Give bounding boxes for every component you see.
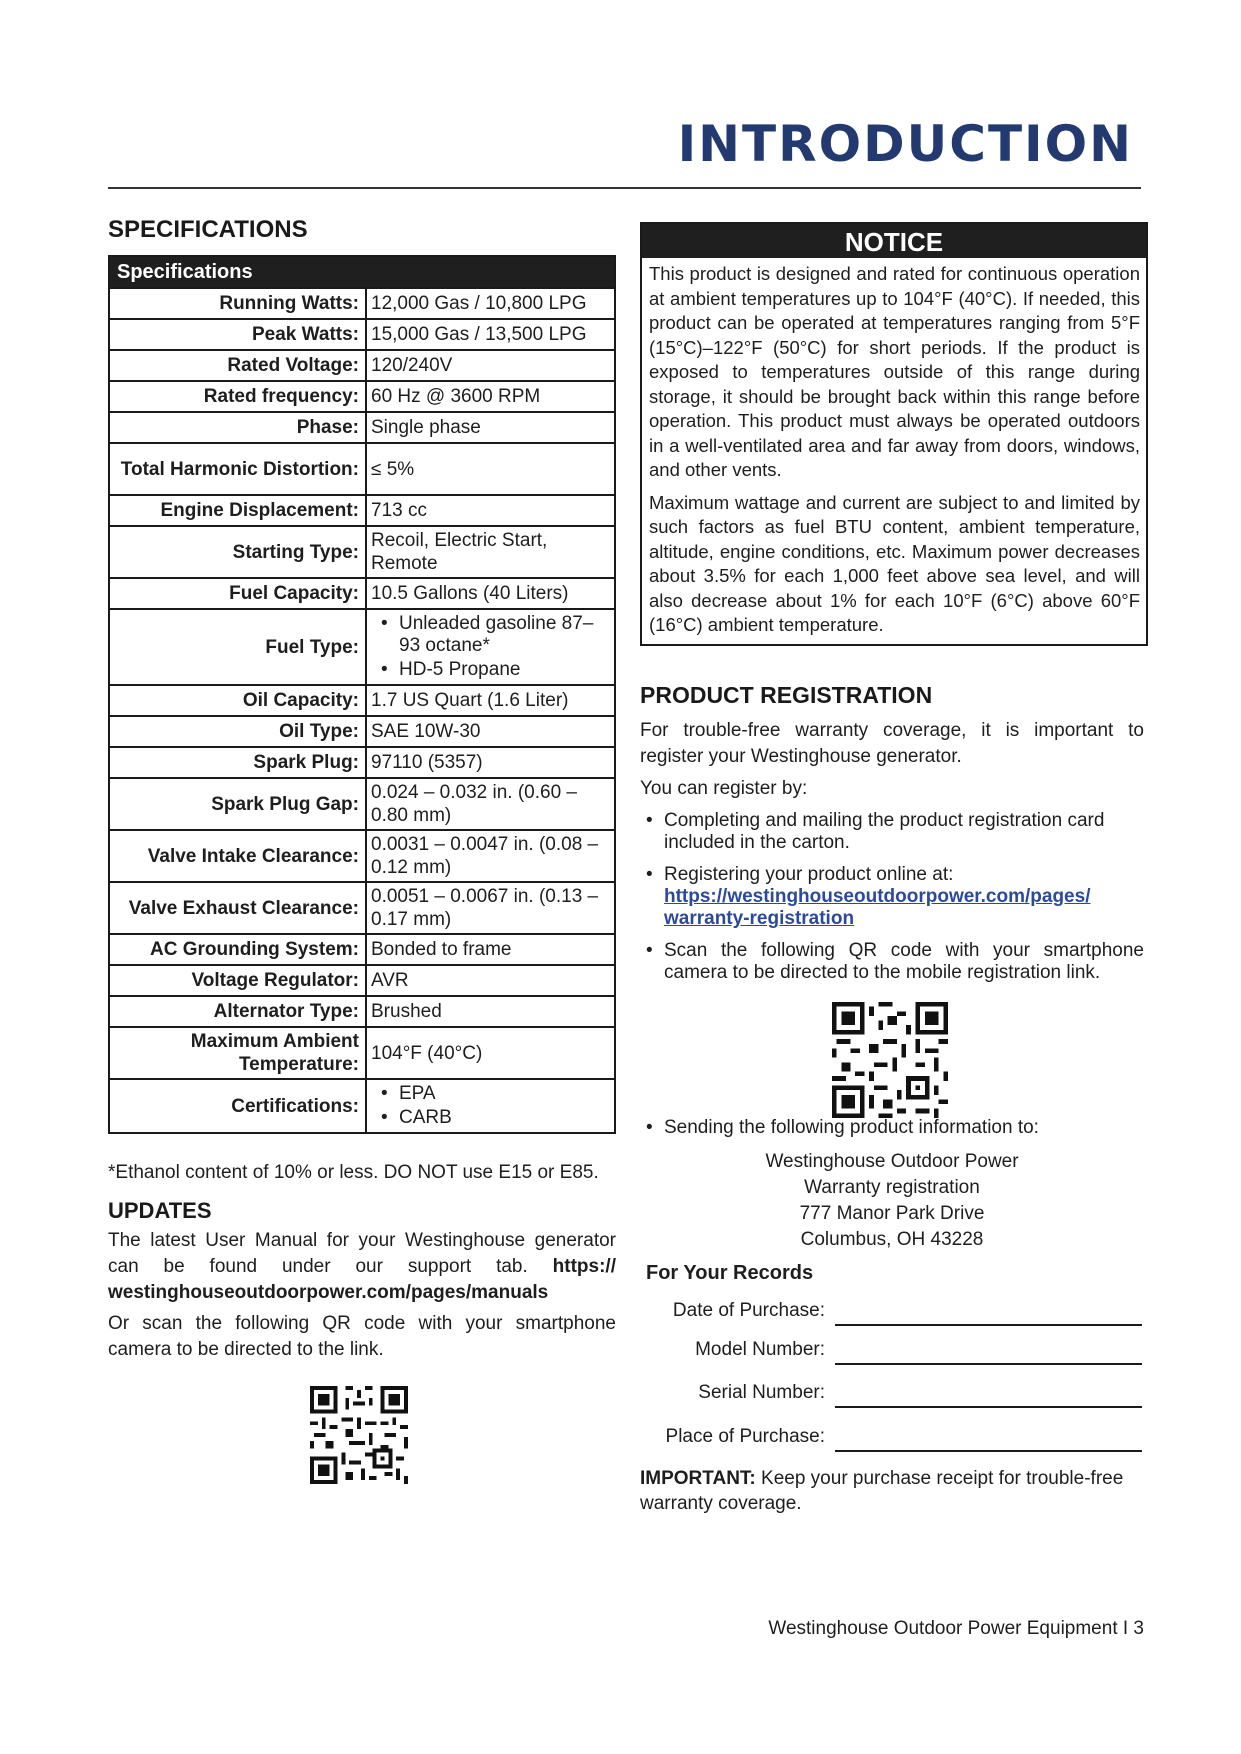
field-label: Place of Purchase: (665, 1426, 825, 1447)
spec-value: 97110 (5357) (366, 747, 615, 778)
notice-paragraph-1: This product is designed and rated for continuous operation at ambient temperatures up to 104°F (40°C). If needed, this product can be operated at temperatures ranging from 5°F (15°C)–122°F (50°C) for short periods. If the product is exposed to temperatures outside of this range during storage, it should be brought back within this range before operation. This product must always be operated outdoors in a well-ventilated area and far away from doors, windows, and other vents. (649, 263, 1140, 480)
spec-key: Fuel Type: (109, 609, 366, 685)
list-item (640, 864, 1144, 930)
registration-by: You can register by: (640, 778, 808, 799)
spec-value: 15,000 Gas / 13,500 LPG (366, 319, 615, 350)
warranty-registration-link[interactable]: https://westinghouseoutdoorpower.com/pages/ warranty-registration (664, 886, 1091, 929)
spec-value-list (366, 1079, 615, 1133)
address-line: Columbus, OH 43228 (800, 1229, 984, 1250)
registration-body (640, 718, 1144, 994)
spec-key: AC Grounding System: (109, 934, 366, 965)
specifications-heading: SPECIFICATIONS (108, 216, 308, 243)
table-row (109, 319, 615, 350)
table-row (109, 747, 615, 778)
spec-value-list (366, 609, 615, 685)
registration-intro: For trouble-free warranty coverage, it is important to register your Westinghouse generator. (640, 720, 1144, 767)
registration-online-text: Registering your product online at: (664, 864, 954, 885)
page-footer: Westinghouse Outdoor Power Equipment I 3 (768, 1618, 1144, 1639)
updates-text (108, 1228, 616, 1306)
spec-value: 60 Hz @ 3600 RPM (366, 381, 615, 412)
table-row (109, 716, 615, 747)
table-row (109, 1027, 615, 1079)
spec-value: Bonded to frame (366, 934, 615, 965)
notice-paragraph-2: Maximum wattage and current are subject to and limited by such factors as fuel BTU content, ambient temperature, altitude, engine conditions, etc. Maximum power decreases about 3.5% for each 1,000 feet above sea level, and will also decrease about 1% for each 10°F (6°C) above 60°F (16°C) ambient temperature. (649, 491, 1140, 635)
write-line (835, 1363, 1142, 1365)
ethanol-footnote: *Ethanol content of 10% or less. DO NOT use E15 or E85. (108, 1162, 599, 1183)
spec-key: Certifications: (109, 1079, 366, 1133)
address-line: 777 Manor Park Drive (799, 1203, 985, 1224)
registration-heading: PRODUCT REGISTRATION (640, 682, 933, 708)
date-of-purchase-field[interactable] (640, 1296, 1144, 1326)
table-row (109, 1079, 615, 1133)
spec-value: 0.0031 – 0.0047 in. (0.08 – 0.12 mm) (366, 830, 615, 882)
spec-value: 10.5 Gallons (40 Liters) (366, 578, 615, 609)
spec-key: Maximum Ambient Temperature: (109, 1027, 366, 1079)
table-row (109, 934, 615, 965)
mailing-address (640, 1149, 1144, 1253)
list-item: • Unleaded gasoline 87–93 octane* (371, 613, 608, 657)
updates-sentence: The latest User Manual for your Westinghouse generator can be found under our support tab. (108, 1230, 616, 1277)
write-line (835, 1406, 1142, 1408)
spec-key: Peak Watts: (109, 319, 366, 350)
spec-key: Voltage Regulator: (109, 965, 366, 996)
spec-key: Rated frequency: (109, 381, 366, 412)
table-row (109, 288, 615, 319)
spec-key: Total Harmonic Distortion: (109, 443, 366, 495)
table-row (109, 609, 615, 685)
spec-key: Valve Intake Clearance: (109, 830, 366, 882)
specifications-table-wrap (108, 255, 616, 1134)
table-row (109, 578, 615, 609)
table-row (109, 830, 615, 882)
field-label: Model Number: (695, 1339, 825, 1360)
table-row (109, 526, 615, 578)
manuals-qr-code[interactable] (310, 1386, 408, 1484)
list-item: • HD-5 Propane (371, 659, 608, 681)
table-row (109, 443, 615, 495)
important-label: IMPORTANT: (640, 1468, 756, 1489)
spec-key: Oil Capacity: (109, 685, 366, 716)
registration-qr-code[interactable] (832, 1002, 948, 1118)
specifications-table (108, 255, 616, 1134)
updates-heading: UPDATES (108, 1198, 212, 1223)
table-row (109, 381, 615, 412)
address-line: Warranty registration (804, 1177, 980, 1198)
spec-key: Alternator Type: (109, 996, 366, 1027)
spec-key: Engine Displacement: (109, 495, 366, 526)
table-row (109, 778, 615, 830)
spec-value: Brushed (366, 996, 615, 1027)
spec-key: Starting Type: (109, 526, 366, 578)
list-item: • Sending the following product information to: (640, 1117, 1144, 1139)
spec-value: 120/240V (366, 350, 615, 381)
table-row (109, 882, 615, 934)
spec-value: 104°F (40°C) (366, 1027, 615, 1079)
write-line (835, 1450, 1142, 1452)
table-row (109, 996, 615, 1027)
registration-mail (640, 1117, 1144, 1253)
specifications-table-title: Specifications (109, 256, 615, 288)
spec-value: Single phase (366, 412, 615, 443)
spec-key: Phase: (109, 412, 366, 443)
page-title: INTRODUCTION (677, 115, 1133, 173)
model-number-field[interactable] (640, 1335, 1144, 1365)
list-item: • CARB (371, 1107, 608, 1129)
spec-key: Fuel Capacity: (109, 578, 366, 609)
spec-key: Rated Voltage: (109, 350, 366, 381)
spec-value: 1.7 US Quart (1.6 Liter) (366, 685, 615, 716)
notice-box (640, 222, 1148, 646)
list-item: • Scan the following QR code with your smartphone camera to be directed to the mobile registration link. (640, 940, 1144, 984)
table-row (109, 685, 615, 716)
spec-value: 713 cc (366, 495, 615, 526)
serial-number-field[interactable] (640, 1378, 1144, 1408)
write-line (835, 1324, 1142, 1326)
table-row (109, 350, 615, 381)
spec-key: Running Watts: (109, 288, 366, 319)
important-text: Keep your purchase receipt for trouble-free warranty coverage. (640, 1468, 1124, 1514)
updates-qr-text: Or scan the following QR code with your smartphone camera to be directed to the link. (108, 1313, 616, 1360)
spec-value: ≤ 5% (366, 443, 615, 495)
spec-value: 0.024 – 0.032 in. (0.60 – 0.80 mm) (366, 778, 615, 830)
field-label: Serial Number: (698, 1382, 825, 1403)
table-row (109, 412, 615, 443)
list-item: • Completing and mailing the product registration card included in the carton. (640, 810, 1144, 854)
address-line: Westinghouse Outdoor Power (765, 1151, 1019, 1172)
registration-options (640, 810, 1144, 984)
place-of-purchase-field[interactable] (640, 1422, 1144, 1452)
list-item: • EPA (371, 1083, 608, 1105)
updates-body (108, 1228, 616, 1363)
notice-title: NOTICE (642, 224, 1146, 258)
title-divider (108, 187, 1141, 189)
spec-value: SAE 10W-30 (366, 716, 615, 747)
records-heading: For Your Records (646, 1262, 814, 1284)
important-note (640, 1466, 1144, 1516)
spec-key: Spark Plug Gap: (109, 778, 366, 830)
spec-value: 12,000 Gas / 10,800 LPG (366, 288, 615, 319)
manuals-link[interactable]: https:// westinghouseoutdoorpower.com/pages/manuals (108, 1256, 616, 1303)
spec-value: 0.0051 – 0.0067 in. (0.13 – 0.17 mm) (366, 882, 615, 934)
spec-value: AVR (366, 965, 615, 996)
spec-key: Spark Plug: (109, 747, 366, 778)
spec-key: Oil Type: (109, 716, 366, 747)
field-label: Date of Purchase: (672, 1300, 825, 1321)
spec-key: Valve Exhaust Clearance: (109, 882, 366, 934)
table-row (109, 965, 615, 996)
table-row (109, 495, 615, 526)
spec-value: Recoil, Electric Start, Remote (366, 526, 615, 578)
